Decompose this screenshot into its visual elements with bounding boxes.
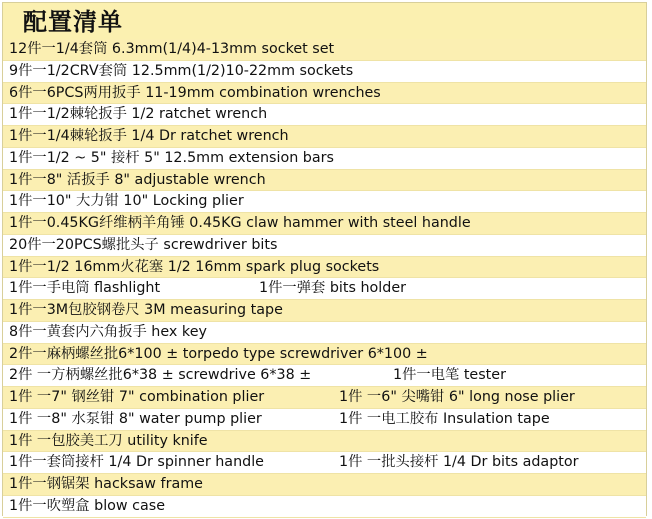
item-text-secondary: 1件一弹套 bits holder	[259, 280, 407, 297]
list-item	[3, 213, 646, 235]
list-item	[3, 257, 646, 279]
item-list	[3, 39, 646, 518]
list-item	[3, 300, 646, 322]
list-item	[3, 126, 646, 148]
item-text: 1件一手电筒 flashlight	[9, 280, 161, 297]
list-item	[3, 344, 646, 366]
item-text: 1件一10" 大力钳 10" Locking plier	[9, 193, 244, 210]
list-item	[3, 452, 646, 474]
item-text-secondary: 1件 一电工胶布 Insulation tape	[339, 410, 550, 427]
item-text: 1件一1/2 ~ 5" 接杆 5" 12.5mm extension bars	[9, 149, 334, 166]
list-item	[3, 104, 646, 126]
list-item	[3, 431, 646, 453]
item-text: 1件一套筒接杆 1/4 Dr spinner handle	[9, 454, 264, 471]
item-text: 12件一1/4套筒 6.3mm(1/4)4-13mm socket set	[9, 41, 335, 57]
item-text: 6件一6PCS两用扳手 11-19mm combination wrenches	[9, 84, 381, 101]
list-item	[3, 39, 646, 61]
list-item	[3, 474, 646, 496]
item-text: 2件 一方柄螺丝批6*38 ± screwdrive 6*38 ±	[9, 367, 312, 384]
list-item	[3, 496, 646, 518]
item-text: 1件一钢锯架 hacksaw frame	[9, 476, 203, 492]
item-text: 1件一8" 活扳手 8" adjustable wrench	[9, 171, 266, 188]
list-item	[3, 191, 646, 213]
item-text-secondary: 1件 一6" 尖嘴钳 6" long nose plier	[339, 389, 575, 405]
list-item	[3, 83, 646, 105]
item-text: 20件一20PCS螺批头子 screwdriver bits	[9, 236, 278, 253]
list-item	[3, 365, 646, 387]
page-title: 配置清单	[23, 8, 123, 36]
list-item	[3, 148, 646, 170]
list-item	[3, 387, 646, 409]
list-item	[3, 61, 646, 83]
list-item	[3, 235, 646, 257]
item-text: 1件 一包胶美工刀 utility knife	[9, 432, 208, 449]
item-text: 1件一0.45KG纤维柄羊角锤 0.45KG claw hammer with steel handle	[9, 215, 471, 231]
item-text-secondary: 1件 一批头接杆 1/4 Dr bits adaptor	[339, 454, 579, 471]
item-text: 1件一1/2 16mm火花塞 1/2 16mm spark plug sockets	[9, 258, 380, 275]
item-text: 2件一麻柄螺丝批6*100 ± torpedo type screwdriver 6*100 ±	[9, 345, 428, 362]
item-text: 1件一吹塑盒 blow case	[9, 497, 166, 514]
item-text: 1件一3M包胶钢卷尺 3M measuring tape	[9, 302, 283, 318]
item-text: 1件一1/2棘轮扳手 1/2 ratchet wrench	[9, 106, 268, 123]
item-text-secondary: 1件一电笔 tester	[393, 367, 506, 384]
item-text: 1件一1/4棘轮扳手 1/4 Dr ratchet wrench	[9, 128, 289, 144]
list-item	[3, 278, 646, 300]
item-text: 1件 一7" 钢丝钳 7" combination plier	[9, 389, 265, 405]
list-item	[3, 409, 646, 431]
item-text: 9件一1/2CRV套筒 12.5mm(1/2)10-22mm sockets	[9, 62, 354, 79]
item-text: 1件 一8" 水泵钳 8" water pump plier	[9, 410, 262, 427]
list-item	[3, 170, 646, 192]
list-item	[3, 322, 646, 344]
item-text: 8件一黄套内六角扳手 hex key	[9, 323, 207, 340]
configuration-list-sheet	[2, 2, 647, 516]
